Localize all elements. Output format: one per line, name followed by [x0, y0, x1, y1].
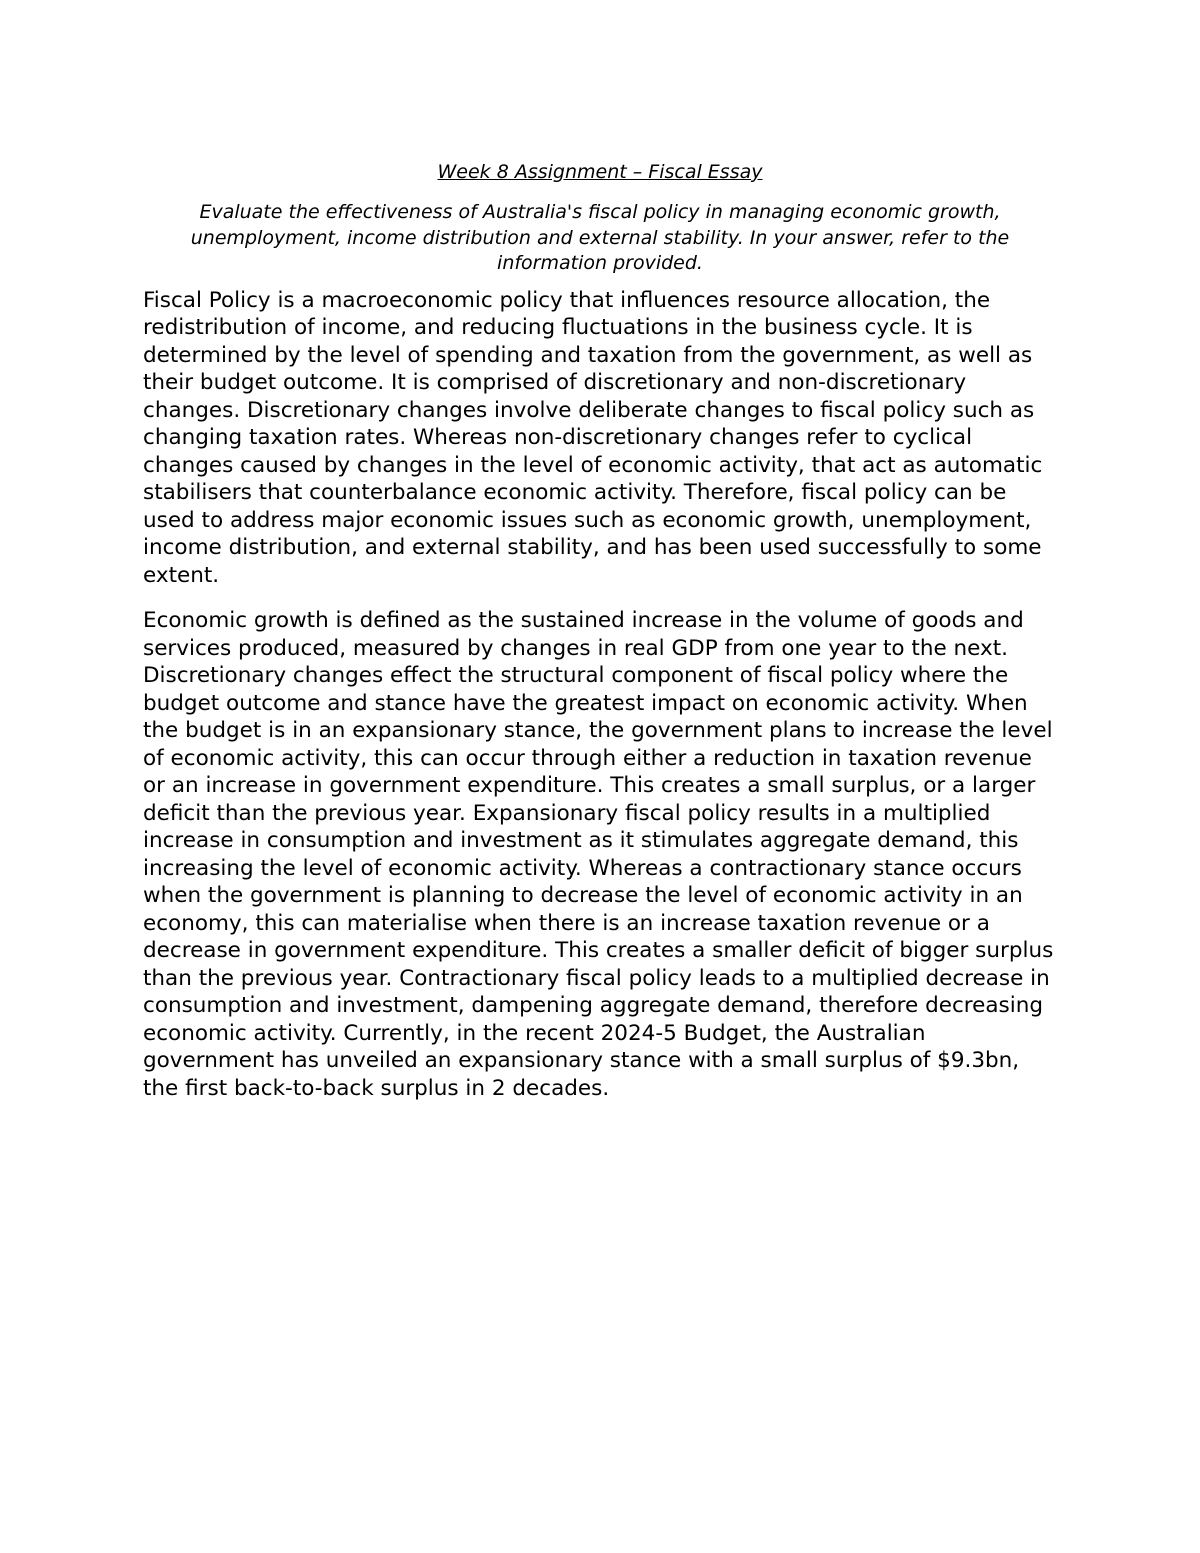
essay-question: Evaluate the effectiveness of Australia's fiscal policy in managing economic growth, unemployment, income distribution and external stability. In your answer, refer to the information provided.	[190, 201, 1010, 274]
document-body	[143, 158, 1057, 1120]
paragraph-economic-growth: Economic growth is defined as the sustained increase in the volume of goods and services produced, measured by changes in real GDP from one year to the next. Discretionary changes effect the structural component of fiscal policy where the budget outcome and stance have the greatest impact on economic activity. When the budget is in an expansionary stance, the government plans to increase the level of economic activity, this can occur through either a reduction in taxation revenue or an increase in government expenditure. This creates a small surplus, or a larger deficit than the previous year. Expansionary fiscal policy results in a multiplied increase in consumption and investment as it stimulates aggregate demand, this increasing the level of economic activity. Whereas a contractionary stance occurs when the government is planning to decrease the level of economic activity in an economy, this can materialise when there is an increase taxation revenue or a decrease in government expenditure. This creates a smaller deficit of bigger surplus than the previous year. Contractionary fiscal policy leads to a multiplied decrease in consumption and investment, dampening aggregate demand, therefore decreasing economic activity. Currently, in the recent 2024-5 Budget, the Australian government has unveiled an expansionary stance with a small surplus of $9.3bn, the first back-to-back surplus in 2 decades.	[143, 608, 1054, 1101]
document-title: Week 8 Assignment – Fiscal Essay	[437, 161, 763, 183]
paragraph-fiscal-policy-intro: Fiscal Policy is a macroeconomic policy that influences resource allocation, the redistribution of income, and reducing fluctuations in the business cycle. It is determined by the level of spending and taxation from the government, as well as their budget outcome. It is comprised of discretionary and non-discretionary changes. Discretionary changes involve deliberate changes to fiscal policy such as changing taxation rates. Whereas non-discretionary changes refer to cyclical changes caused by changes in the level of economic activity, that act as automatic stabilisers that counterbalance economic activity. Therefore, fiscal policy can be used to address major economic issues such as economic growth, unemployment, income distribution, and external stability, and has been used successfully to some extent.	[143, 287, 1043, 588]
